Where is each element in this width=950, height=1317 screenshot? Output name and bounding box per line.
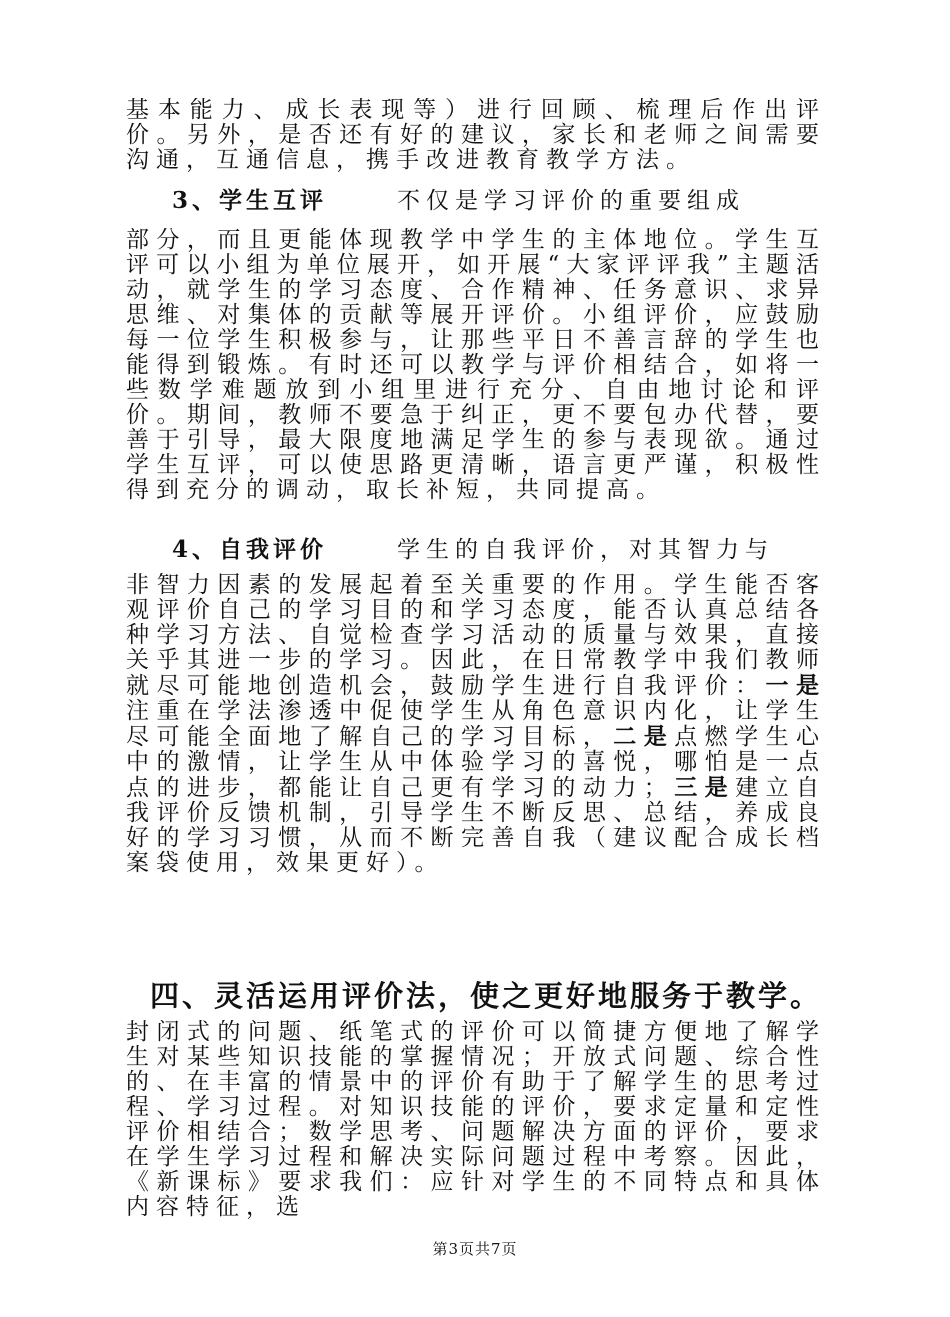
page-footer: 第3页共7页 (432, 1240, 518, 1258)
section-4-body-part-4: 建立自我评价反馈机制，引导学生不断反思、总结，养成良好的学习习惯，从而不断完善自我（建议配合成长档案袋使用，效果更好）。 (126, 775, 826, 876)
point-three-label: 三是 (673, 774, 736, 801)
point-one-label: 一是 (765, 672, 826, 699)
section-4-heading-line (126, 536, 846, 564)
chapter-4-heading: 四、灵活运用评价法，使之更好地服务于教学。 (150, 979, 823, 1013)
section-3-body: 部分，而且更能体现教学中学生的主体地位。学生互评可以小组为单位展开，如开展“大家评评我”主题活动，就学生的学习态度、合作精神、任务意识、求异思维、对集体的贡献等展开评价。小组评价，应鼓励每一位学生积极参与，让那些平日不善言辞的学生也能得到锻炼。有时还可以教学与评价相结合，如将一些数学难题放到小组里进行充分、自由地讨论和评价。期间，教师不要急于纠正，更不要包办代替，要善于引导，最大限度地满足学生的参与表现欲。通过学生互评，可以使思路更清晰，语言更严谨，积极性得到充分的调动，取长补短，共同提高。 (126, 228, 826, 503)
point-two-label: 二是 (613, 723, 675, 750)
section-4-body-part-2: 注重在学法渗透中促使学生从角色意识内化，让学生尽可能全面地了解自己的学习目标， (126, 698, 826, 750)
section-4-body-part-1: 非智力因素的发展起着至关重要的作用。学生能否客观评价自己的学习目的和学习态度，能否认真总结各种学习方法、自觉检查学习活动的质量与效果，直接关乎其进一步的学习。因此，在日常教学中我们教师就尽可能地创造机会，鼓励学生进行自我评价： (126, 573, 826, 699)
section-4-body (126, 573, 826, 969)
section-4-body-part-3: 点燃学生心中的激情，让学生从中体验学习的喜悦，哪怕是一点点的进步，都能让自己更有学习的动力； (126, 724, 826, 801)
section-3-heading-line (126, 187, 846, 215)
section-4-title: 4、自我评价 (172, 536, 328, 563)
section-3-lead: 不仅是学习评价的重要组成 (397, 188, 746, 214)
section-4-lead: 学生的自我评价，对其智力与 (397, 537, 775, 563)
section-3-title: 3、学生互评 (172, 187, 328, 214)
paragraph-top: 基本能力、成长表现等）进行回顾、梳理后作出评价。另外，是否还有好的建议，家长和老师之间需要沟通，互通信息，携手改进教育教学方法。 (126, 98, 826, 173)
chapter-4-body: 封闭式的问题、纸笔式的评价可以简捷方便地了解学生对某些知识技能的掌握情况；开放式问题、综合性的、在丰富的情景中的评价有助于了解学生的思考过程、学习过程。对知识技能的评价，要求定量和定性评价相结合；数学思考、问题解决方面的评价，要求在学生学习过程和解决实际问题过程中考察。因此，《新课标》要求我们：应针对学生的不同特点和具体内容特征，选 (126, 1020, 826, 1220)
